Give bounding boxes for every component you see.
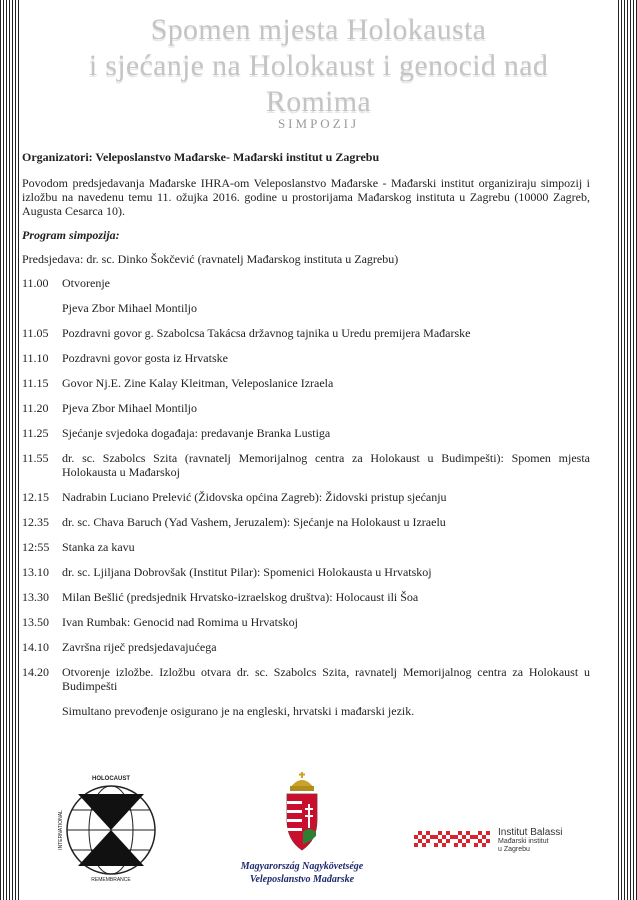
hungarian-coat-of-arms-icon (282, 770, 322, 854)
balassi-logo (412, 825, 587, 855)
document-page (22, 0, 615, 900)
program-item (22, 565, 590, 579)
program-time: 14.20 (22, 665, 49, 679)
program-item (22, 426, 590, 440)
program-item (22, 615, 590, 629)
program-item (22, 665, 590, 693)
program-list (22, 276, 590, 718)
program-text: Nadrabin Luciano Prelević (Židovska općina Zagreb): Židovski pristup sjećanju (62, 490, 447, 504)
balassi-sub-1: Mađarski institut (498, 837, 549, 845)
title-line-3: Romima (265, 85, 372, 118)
content (22, 150, 590, 729)
program-time: 13.30 (22, 590, 49, 604)
logos-row (22, 765, 615, 895)
program-item (22, 276, 590, 290)
program-text: Završna riječ predsjedavajućega (62, 640, 217, 654)
program-text: Otvorenje (62, 276, 110, 290)
organizers: Organizatori: Veleposlanstvo Mađarske- Mađarski institut u Zagrebu (22, 150, 380, 164)
embassy-logo (232, 770, 372, 888)
program-time (22, 301, 62, 315)
program-text: Stanka za kavu (62, 540, 135, 554)
program-time: 14.10 (22, 640, 49, 654)
program-item (22, 515, 590, 529)
ihra-logo (56, 770, 166, 885)
program-text: Govor Nj.E. Zine Kalay Kleitman, Veleposlanice Izraela (62, 376, 334, 390)
program-item (22, 301, 590, 315)
balassi-sub-2: u Zagrebu (498, 845, 530, 853)
program-text: dr. sc. Ljiljana Dobrovšak (Institut Pilar): Spomenici Holokausta u Hrvatskoj (62, 565, 432, 579)
program-text: dr. sc. Szabolcs Szita (ravnatelj Memorijalnog centra za Holokaust u Budimpešti): Spomen mjesta Holokausta u Mađarskoj (62, 451, 590, 479)
subtitle: SIMPOZIJ (277, 116, 360, 131)
intro-paragraph: Povodom predsjedavanja Mađarske IHRA-om Veleposlanstvo Mađarske - Mađarski institut organiziraju simpozij i izložbu na navedenu temu 11. ožujka 2016. godine u prostorijama Mađarskog instituta u Zagrebu (10000 Zagreb, Augusta Cesarca 10). (22, 176, 590, 218)
chair-line: Predsjedava: dr. sc. Dinko Šokčević (ravnatelj Mađarskog instituta u Zagrebu) (22, 252, 399, 266)
program-time: 11.55 (22, 451, 49, 465)
program-time (22, 704, 62, 718)
program-item (22, 704, 590, 718)
program-time: 11.20 (22, 401, 49, 415)
embassy-name-hu: Magyarország Nagykövetsége (240, 861, 364, 872)
balassi-ornament-icon (412, 827, 492, 853)
balassi-text (498, 827, 562, 854)
program-text: Pjeva Zbor Mihael Montiljo (62, 401, 197, 415)
program-item (22, 490, 590, 504)
program-time: 11.25 (22, 426, 49, 440)
program-text: Pjeva Zbor Mihael Montiljo (62, 301, 197, 315)
program-text: Otvorenje izložbe. Izložbu otvara dr. sc. Szabolcs Szita, ravnatelj Memorijalnog centra za Holokaust u Budimpešti (62, 665, 590, 693)
program-item (22, 451, 590, 479)
program-text: Simultano prevođenje osigurano je na engleski, hrvatski i mađarski jezik. (62, 704, 415, 718)
program-time: 12.35 (22, 515, 49, 529)
program-time: 11.10 (22, 351, 49, 365)
program-time: 11.15 (22, 376, 49, 390)
program-text: dr. sc. Chava Baruch (Yad Vashem, Jeruzalem): Sjećanje na Holokaust u Izraelu (62, 515, 446, 529)
page-border-left (0, 0, 19, 900)
program-item (22, 351, 590, 365)
program-time: 11.00 (22, 276, 49, 290)
balassi-name: Institut Balassi (498, 826, 563, 838)
program-text: Ivan Rumbak: Genocid nad Romima u Hrvatskoj (62, 615, 298, 629)
program-time: 13.10 (22, 565, 49, 579)
program-time: 13.50 (22, 615, 49, 629)
program-item (22, 401, 590, 415)
program-time: 12.15 (22, 490, 49, 504)
program-label: Program simpozija: (22, 228, 120, 242)
program-time: 12:55 (22, 540, 50, 554)
program-item (22, 590, 590, 604)
ihra-globe-icon (56, 770, 166, 885)
program-item (22, 640, 590, 654)
program-time: 11.05 (22, 326, 49, 340)
title-line-2: i sjećanje na Holokaust i genocid nad (88, 49, 549, 82)
program-text: Milan Bešlić (predsjednik Hrvatsko-izraelskog društva): Holocaust ili Šoa (62, 590, 419, 604)
program-text: Sjećanje svjedoka događaja: predavanje Branka Lustiga (62, 426, 331, 440)
title-block (22, 12, 615, 132)
program-item (22, 540, 590, 554)
program-item (22, 326, 590, 340)
embassy-name-hr: Veleposlanstvo Mađarske (249, 874, 355, 885)
program-text: Pozdravni govor g. Szabolcsa Takácsa državnog tajnika u Uredu premijera Mađarske (62, 326, 471, 340)
ihra-text-top: HOLOCAUST (92, 776, 130, 782)
title-line-1: Spomen mjesta Holokausta (150, 13, 487, 46)
page-border-right (618, 0, 637, 900)
ihra-text-left: INTERNATIONAL (58, 810, 64, 850)
program-text: Pozdravni govor gosta iz Hrvatske (62, 351, 228, 365)
program-item (22, 376, 590, 390)
ihra-text-bottom: REMEMBRANCE (91, 877, 131, 883)
